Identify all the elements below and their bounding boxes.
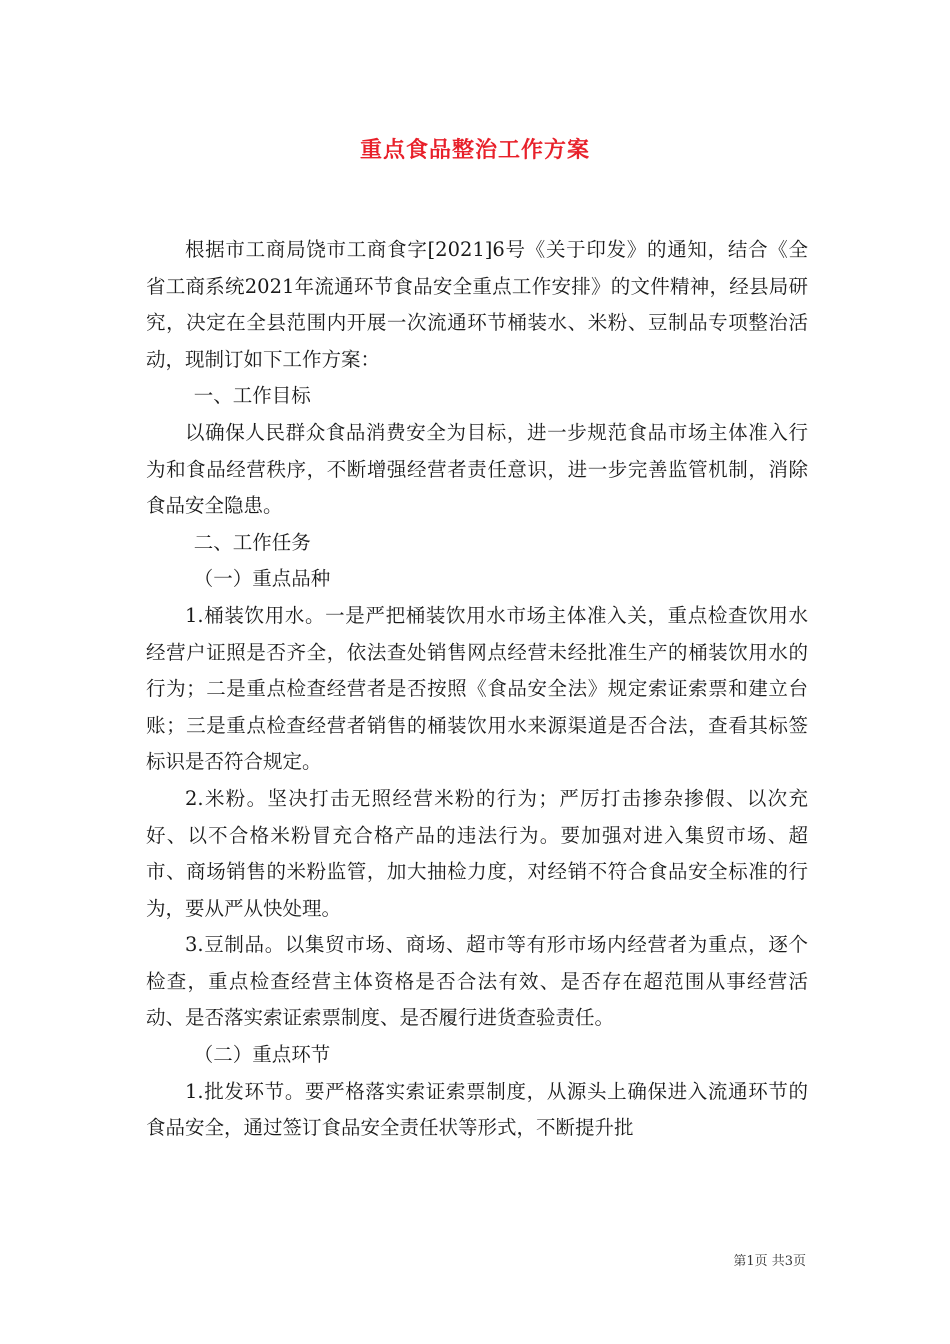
paragraph-rice-noodles: 2.米粉。坚决打击无照经营米粉的行为；严厉打击掺杂掺假、以次充好、以不合格米粉冒充合格产品的违法行为。要加强对进入集贸市场、超市、商场销售的米粉监管，加大抽检力度，对经销不符合食品安全标准的行为，要从严从快处理。 — [146, 786, 808, 920]
document-title: 重点食品整治工作方案 — [359, 137, 590, 163]
paragraph-wholesale: 1.批发环节。要严格落实索证索票制度，从源头上确保进入流通环节的食品安全，通过签订食品安全责任状等形式，不断提升批 — [146, 1079, 808, 1140]
section-heading-goals: 一、工作目标 — [193, 384, 311, 408]
paragraph-goals: 以确保人民群众食品消费安全为目标，进一步规范食品市场主体准入行为和食品经营秩序，不断增强经营者责任意识，进一步完善监管机制，消除食品安全隐患。 — [146, 420, 808, 518]
paragraph-bottled-water: 1.桶装饮用水。一是严把桶装饮用水市场主体准入关，重点检查饮用水经营户证照是否齐全，依法查处销售网点经营未经批准生产的桶装饮用水的行为；二是重点检查经营者是否按照《食品安全法》规定索证索票和建立台账；三是重点检查经营者销售的桶装饮用水来源渠道是否合法，查看其标签标识是否符合规定。 — [146, 603, 808, 774]
paragraph-intro: 根据市工商局饶市工商食字[2021]6号《关于印发》的通知，结合《全省工商系统2021年流通环节食品安全重点工作安排》的文件精神，经县局研究，决定在全县范围内开展一次流通环节桶装水、米粉、豆制品专项整治活动，现制订如下工作方案： — [146, 238, 808, 371]
subheading-key-links: （二）重点环节 — [193, 1043, 331, 1067]
document-body — [146, 232, 808, 1147]
section-heading-tasks: 二、工作任务 — [193, 530, 311, 554]
page-number-footer: 第1页 共3页 — [733, 1254, 806, 1269]
paragraph-soy-products: 3.豆制品。以集贸市场、商场、超市等有形市场内经营者为重点，逐个检查，重点检查经营主体资格是否合法有效、是否存在超范围从事经营活动、是否落实索证索票制度、是否履行进货查验责任。 — [146, 933, 808, 1030]
subheading-key-varieties: （一）重点品种 — [193, 567, 331, 591]
